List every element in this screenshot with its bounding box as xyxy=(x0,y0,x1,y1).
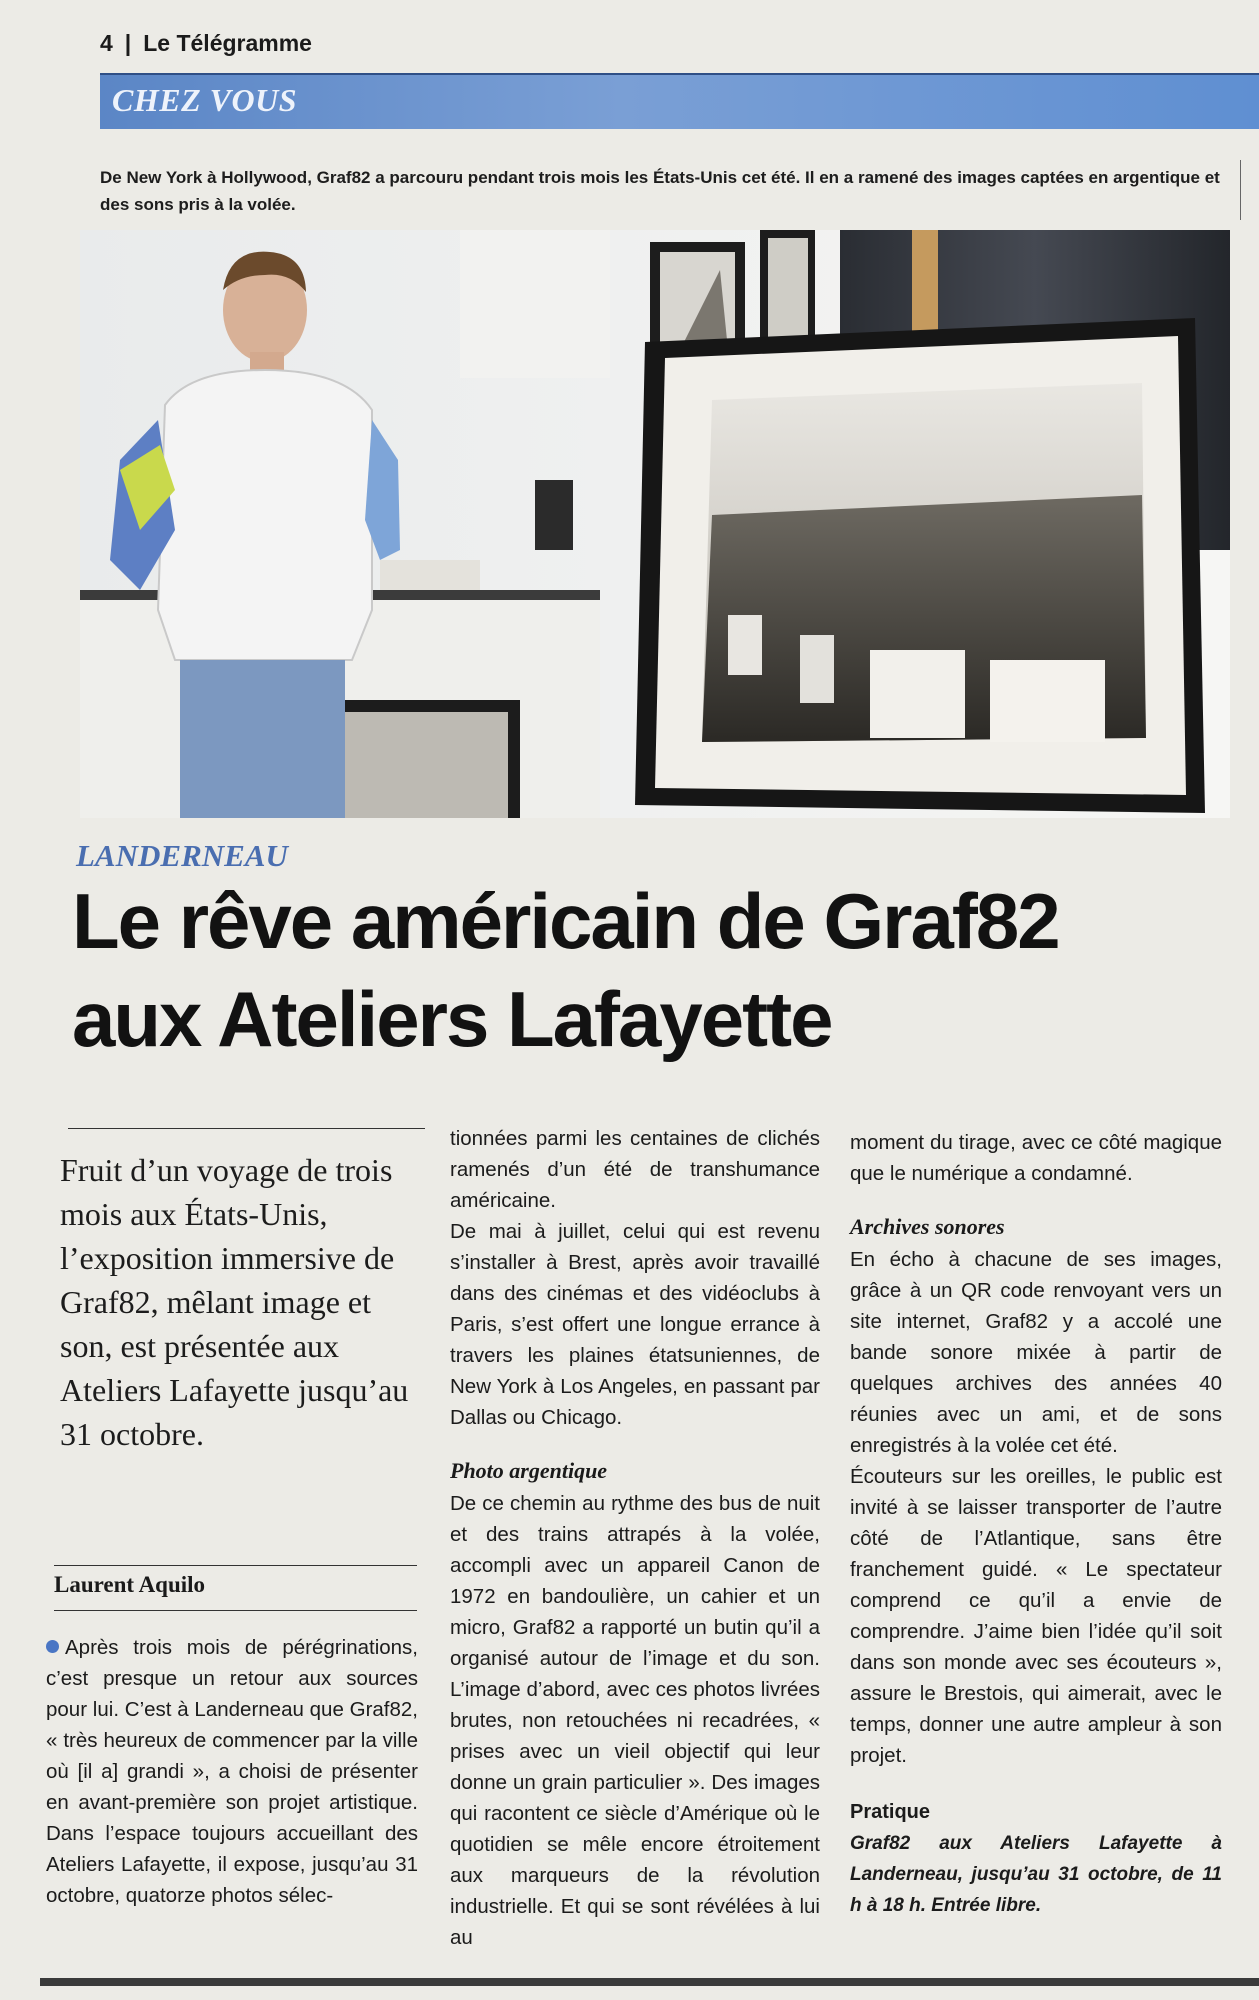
column-3-paragraph-1: moment du tirage, avec ce côté magique que le numérique a condamné. xyxy=(850,1131,1222,1185)
article-column-3 xyxy=(850,1127,1222,1921)
article-photo xyxy=(80,230,1230,818)
lead-rule-top xyxy=(68,1128,425,1129)
article-byline: Laurent Aquilo xyxy=(54,1572,206,1597)
article-column-1 xyxy=(46,1632,418,1911)
column-1-paragraph: Après trois mois de pérégrinations, c’est presque un retour aux sources pour lui. C’est à Landerneau que Graf82, « très heureux de commencer par la ville où [il a] grandi », a choisi de présenter en avant-première son projet artistique. Dans l’espace toujours accueillant des Ateliers Lafayette, il expose, jusqu’au 31 octobre, quatorze photos sélec- xyxy=(46,1636,418,1907)
pratique-text: Graf82 aux Ateliers Lafayette à Landerneau, jusqu’au 31 octobre, de 11 h à 18 h. Entrée libre. xyxy=(850,1833,1222,1916)
rubric-label: CHEZ VOUS xyxy=(112,82,297,118)
page-number: 4 xyxy=(100,30,113,56)
column-3-paragraph-3: Écouteurs sur les oreilles, le public est invité à se laisser transporter de l’autre côté de l’Atlantique, sans être franchement guidé. « Le spectateur comprend ce qu’il a envie de comprendre. J’aime bien l’idée qu’il soit dans son monde avec ses écouteurs », assure le Brestois, qui aimerait, avec le temps, donner une autre ampleur à son projet. xyxy=(850,1465,1222,1767)
rubric-bar xyxy=(100,73,1259,129)
article-lead: Fruit d’un voyage de trois mois aux États-Unis, l’exposition immersive de Graf82, mêlant image et son, est présentée aux Ateliers Lafayette jusqu’au 31 octobre. xyxy=(60,1152,409,1452)
headline-line-2: aux Ateliers Lafayette xyxy=(72,975,832,1063)
pratique-label: Pratique xyxy=(850,1801,931,1823)
photo-illustration xyxy=(80,230,1230,818)
byline-rule-top xyxy=(54,1565,417,1566)
column-2-paragraph-3: De ce chemin au rythme des bus de nuit et des trains attrapés à la volée, accompli avec un appareil Canon de 1972 en bandoulière, un cahier et un micro, Graf82 a rapporté un butin qu’il a organisé autour de l’image et du son. L’image d’abord, avec ces photos livrées brutes, non retouchées ni recadrées, « prises avec un vieil objectif qui leur donne un grain particulier ». Des images qui racontent ce siècle d’Amérique où le quotidien se mêle encore étroitement aux marqueurs de la révolution industrielle. Et qui se sont révélées à lui au xyxy=(450,1492,820,1949)
column-2-paragraph-1: tionnées parmi les centaines de clichés ramenés d’un été de transhumance américaine. xyxy=(450,1127,820,1212)
paragraph-bullet-icon xyxy=(46,1640,59,1653)
article-column-2 xyxy=(450,1123,820,1953)
publication-name: Le Télégramme xyxy=(143,30,312,56)
masthead: 4 | Le Télégramme xyxy=(100,30,312,56)
headline-line-1: Le rêve américain de Graf82 xyxy=(72,877,1059,965)
column-3-paragraph-2: En écho à chacune de ses images, grâce à un QR code renvoyant vers un site internet, Graf82 y a accolé une bande sonore mixée à partir de quelques archives des années 40 réunies avec un ami, et de sons enregistrés à la volée cet été. xyxy=(850,1248,1222,1457)
column-divider xyxy=(1240,160,1241,220)
byline-rule-bottom xyxy=(54,1610,417,1611)
column-2-paragraph-2: De mai à juillet, celui qui est revenu s’installer à Brest, après avoir travaillé dans des cinémas et des vidéoclubs à Paris, s’est offert une longue errance à travers les plaines étatsuniennes, de New York à Los Angeles, en passant par Dallas ou Chicago. xyxy=(450,1220,820,1429)
page-bottom-rule xyxy=(40,1978,1259,1986)
chapo: De New York à Hollywood, Graf82 a parcouru pendant trois mois les États-Unis cet été. Il en a ramené des images captées en argentique et des sons pris à la volée. xyxy=(100,168,1220,214)
subhead-photo-argentique: Photo argentique xyxy=(450,1458,608,1483)
subhead-archives-sonores: Archives sonores xyxy=(850,1214,1005,1239)
article-kicker: LANDERNEAU xyxy=(76,838,288,873)
article-headline xyxy=(72,872,1252,1068)
